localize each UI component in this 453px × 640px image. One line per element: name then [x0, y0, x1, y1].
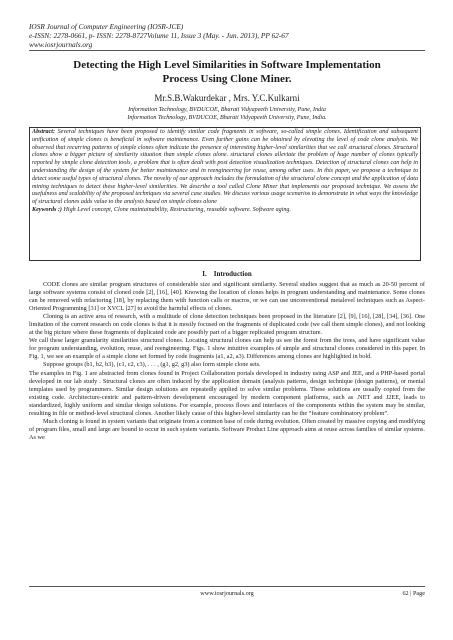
keywords-label: Keywords :): [32, 206, 62, 213]
paragraph-3: We call these larger granularity similarities structural clones. Locating structural clones can help us see the forest from the trees, and have significant value for program understanding, evolution, reuse, and reengineering. Figs. 1 show intuitive examples of simple and structural clones considered in this paper. In Fig. 1, we see an example of a simple clone set formed by code fragments (a1, a2, a3). Differences among clones are highlighted in bold.: [29, 337, 425, 361]
paragraph-4: Suppose groups (b1, b2, b3), (c1, c2, c3), . . . , (g1, g2, g3) also form simple clone sets.: [43, 361, 261, 369]
header-rule: [29, 50, 425, 51]
keywords: [32, 207, 418, 215]
keywords-text: High Level concept, Clone maintainability, Restructuring, reusable software. Software aging.: [61, 206, 291, 213]
journal-issn: e-ISSN: 2278-0661, p- ISSN: 2278-8727Volume 11, Issue 3 (May. - Jun. 2013), PP 62-67: [29, 31, 289, 41]
paragraph-5: The examples in Fig. 1 are abstracted from clones found in Project Collaboration portals developed in industry using ASP and JEE, and a PHP-based portal developed in our lab study . Structural clones are often induced by the application domain (analysis patterns, design technique (design patterns), or mental templates used by programmers. Similar design solutions are repeatedly applied to solve similar problems. These solutions are usually copied from the existing code. Architecture-centric and pattern-driven development encouraged by modern component platforms, such as .NET and J2EE, leads to standardized, highly uniform and similar design solutions. For example, process flows and interfaces of the components within the system may be similar, resulting in file or method-level structural clones. Another likely cause of this higher-level similarity can be the “feature combinatory problem”.: [29, 369, 425, 417]
affiliation-1: Information Technology, BVDUCOE, Bharati Vidyapeeth University, Pune, India: [128, 107, 326, 113]
section-heading: [29, 270, 425, 278]
journal-name: IOSR Journal of Computer Engineering (IOSR-JCE): [29, 22, 184, 31]
abstract-text: Several techniques have been proposed to identify similar code fragments in software, so-called simple clones. Identification and subsequent unification of simple clones is beneficial in software maintenance. Even further gains can be obtained by elevating the level of code clone analysis. We observed that recurring patterns of simple clones often indicate the presence of interesting higher-level similarities that we call structural clones. Structural clones show a bigger picture of similarity situation than simple clones alone. structural clones alleviate the problem of huge number of clones typically reported by simple clone detection tools, a problem that is often dealt with post detection visualization techniques. Detection of structural clones can help in understanding the design of the system for better maintenance and in reengineering for reuse, among other uses. In this paper, we propose a technique to detect some useful types of structural clones. The novelty of our approach includes the formulation of the structural clone concept and the application of data mining techniques to detect these higher-level similarities. We describe a tool called Clone Miner that implements our proposed technique. We assess the usefulness and scalability of the proposed techniques via several case studies. We discuss various usage scenarios to demonstrate in what ways the knowledge of structural clones adds value to the analysis based on simple clones alone: [32, 129, 418, 206]
affiliation-2: Information Technology, BVDUCOE, Bharati Vidyapeeth University, Pune, India.: [127, 115, 327, 122]
paragraph-6: Much cloning is found in system variants that originate from a common base of code during evolution. Often created by massive copying and modifying of program files, small and large are bound to occur in such system variants. Software Product Line approach aims at reuse across families of similar systems. As we: [29, 417, 425, 441]
title-line-2: Process Using Clone Miner.: [162, 73, 292, 85]
footer-url[interactable]: www.iosrjournals.org: [200, 590, 254, 597]
title-line-1: Detecting the High Level Similarities in Software Implementation: [73, 59, 381, 71]
affiliations: [29, 106, 425, 123]
page-number: 62 | Page: [402, 590, 425, 597]
journal-header: [29, 22, 289, 50]
abstract-box: [29, 127, 421, 261]
paragraph-1: CODE clones are similar program structures of considerable size and significant similarity. Several studies suggest that as much as 20-50 percent of large software systems consist of cloned code [2], [16], [40]. Knowing the location of clones helps in program understanding and maintenance. Some clones can be removed with refactoring [18], by replacing them with function calls or macros, or we can use unconventional metalevel techniques such as Aspect-Oriented Programming [31] or XVCL [27] to avoid the harmful effects of clones.: [29, 281, 425, 313]
section-title: Introduction: [213, 270, 252, 278]
abstract: [32, 129, 418, 207]
authors: Mr.S.B.Wakurdekar , Mrs. Y.C.Kulkarni: [154, 93, 300, 103]
section-number: I.: [202, 270, 207, 278]
journal-site: www.iosrjournals.org: [29, 40, 93, 50]
paragraph-2: Cloning is an active area of research, with a multitude of clone detection techniques been proposed in the literature [2], [9], [16], [28], [34], [36]. One limitation of the current research on code clones is that it is mostly focused on the fragments of duplicated code (we call them simple clones), and not looking at the big picture where these fragments of duplicated code are possibly part of a bigger replicated program structure.: [29, 313, 425, 337]
body-text: [29, 281, 425, 442]
paper-title: [29, 58, 425, 86]
abstract-label: Abstract:: [32, 129, 56, 135]
footer-rule: [29, 586, 425, 587]
